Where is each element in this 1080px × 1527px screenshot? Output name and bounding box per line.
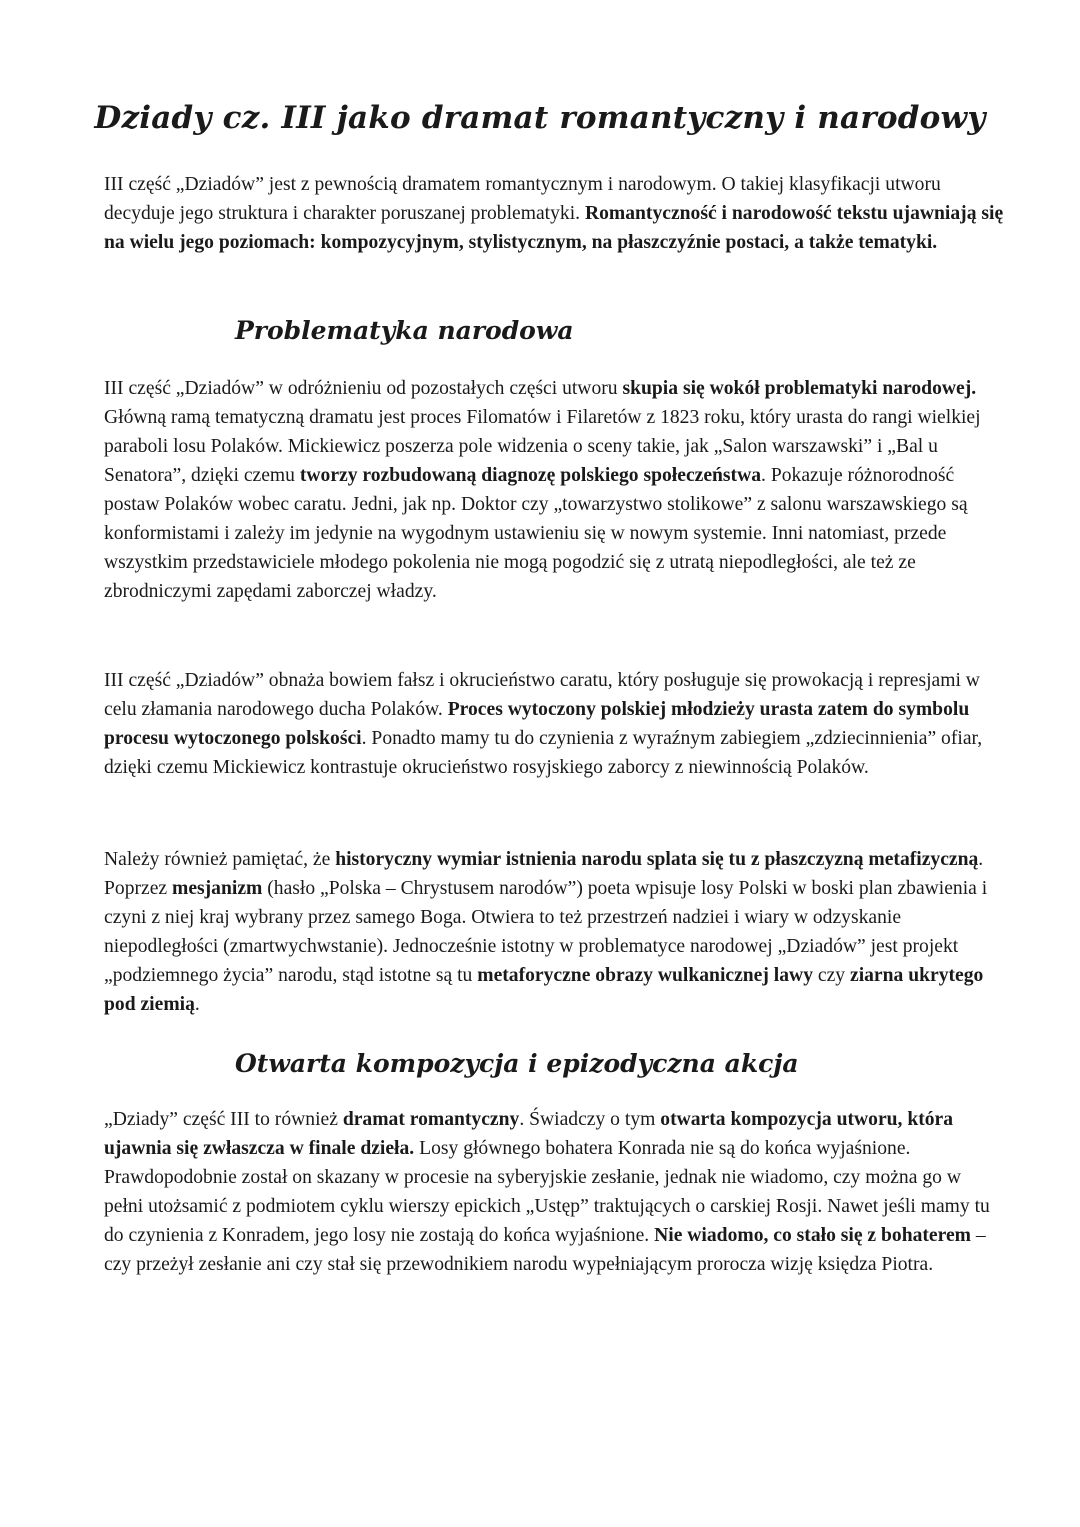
text-run: III część „Dziadów” jest z pewnością dramatem romantycznym i narodowym. O takiej klasyfikacji utworu decyduje jego struktura i charakter poruszanej problematyki.	[104, 174, 941, 224]
text-run: . Świadczy o tym	[519, 1109, 661, 1130]
text-run: . Ponadto mamy tu do czynienia z wyraźnym zabiegiem „zdziecinnienia” ofiar, dzięki czemu Mickiewicz kontrastuje okrucieństwo rosyjskiego zaborcy z niewinnością Polaków.	[104, 728, 983, 778]
paragraph-national-2	[104, 666, 1004, 782]
section-heading-composition: Otwarta kompozycja i epizodyczna akcja	[235, 1049, 799, 1078]
bold-text-run: dramat romantyczny	[342, 1109, 520, 1130]
bold-text-run: metaforyczne obrazy wulkanicznej lawy	[477, 965, 813, 986]
bold-text-run: historyczny wymiar istnienia narodu splata się tu z płaszczyzną metafizyczną	[335, 849, 979, 870]
text-run: III część „Dziadów” obnaża bowiem fałsz i okrucieństwo caratu, który posługuje się prowokacją i represjami w celu złamania narodowego ducha Polaków.	[104, 670, 980, 720]
text-run: .	[194, 994, 200, 1015]
bold-text-run: tworzy rozbudowaną diagnozę polskiego społeczeństwa	[299, 465, 762, 486]
bold-text-run: skupia się wokół problematyki narodowej.	[622, 378, 977, 399]
paragraph-national-1	[104, 374, 1004, 606]
intro-paragraph	[104, 170, 1004, 257]
bold-text-run: otwarta kompozycja utworu, która ujawnia się zwłaszcza w finale dzieła.	[104, 1109, 954, 1159]
text-run: czy	[813, 965, 850, 986]
text-run: Losy głównego bohatera Konrada nie są do końca wyjaśnione. Prawdopodobnie został on skazany w procesie na syberyjskie zesłanie, jednak nie wiadomo, czy można go w pełni utożsamić z podmiotem cyklu wierszy epickich „Ustęp” traktujących o carskiej Rosji. Nawet jeśli mamy tu do czynienia z Konradem, jego losy nie zostają do końca wyjaśnione.	[104, 1138, 990, 1246]
text-run: . Poprzez	[104, 849, 984, 899]
bold-text-run: Proces wytoczony polskiej młodzieży urasta zatem do symbolu procesu wytoczonego polskości	[104, 699, 970, 749]
text-run: III część „Dziadów” w odróżnieniu od pozostałych części utworu	[104, 378, 623, 399]
bold-text-run: ziarna ukrytego pod ziemią	[104, 965, 984, 1015]
bold-text-run: Nie wiadomo, co stało się z bohaterem	[654, 1225, 971, 1246]
text-run: „Dziady” część III to również	[104, 1109, 343, 1130]
bold-text-run: Romantyczność i narodowość tekstu ujawniają się na wielu jego poziomach: kompozycyjnym, stylistycznym, na płaszczyźnie postaci, a także tematyki.	[104, 203, 1004, 253]
text-run: – czy przeżył zesłanie ani czy stał się przewodnikiem narodu wypełniającym prorocza wizję księdza Piotra.	[104, 1225, 986, 1275]
text-run: Główną ramą tematyczną dramatu jest proces Filomatów i Filaretów z 1823 roku, który urasta do rangi wielkiej paraboli losu Polaków. Mickiewicz poszerza pole widzenia o sceny takie, jak „Salon warszawski” i „Bal u Senatora”, dzięki czemu	[104, 407, 981, 486]
paragraph-composition-1	[104, 1105, 1004, 1279]
text-run: . Pokazuje różnorodność postaw Polaków wobec caratu. Jedni, jak np. Doktor czy „towarzystwo stolikowe” z salonu warszawskiego są konformistami i zależy im jedynie na wygodnym ustawieniu się w nowym systemie. Inni natomiast, przede wszystkim przedstawiciele młodego pokolenia nie mogą pogodzić się z utratą niepodległości, ale też ze zbrodniczymi zapędami zaborczej władzy.	[104, 465, 968, 602]
section-heading-national: Problematyka narodowa	[235, 316, 574, 345]
paragraph-national-3	[104, 845, 1004, 1019]
page-title: Dziady cz. III jako dramat romantyczny i narodowy	[94, 100, 986, 136]
text-run: Należy również pamiętać, że	[104, 849, 336, 870]
text-run: (hasło „Polska – Chrystusem narodów”) poeta wpisuje losy Polski w boski plan zbawienia i czyni z niej kraj wybrany przez samego Boga. Otwiera to też przestrzeń nadziei i wiary w odzyskanie niepodległości (zmartwychwstanie). Jednocześnie istotny w problematyce narodowej „Dziadów” jest projekt „podziemnego życia” narodu, stąd istotne są tu	[104, 878, 988, 986]
bold-text-run: mesjanizm	[172, 878, 263, 899]
